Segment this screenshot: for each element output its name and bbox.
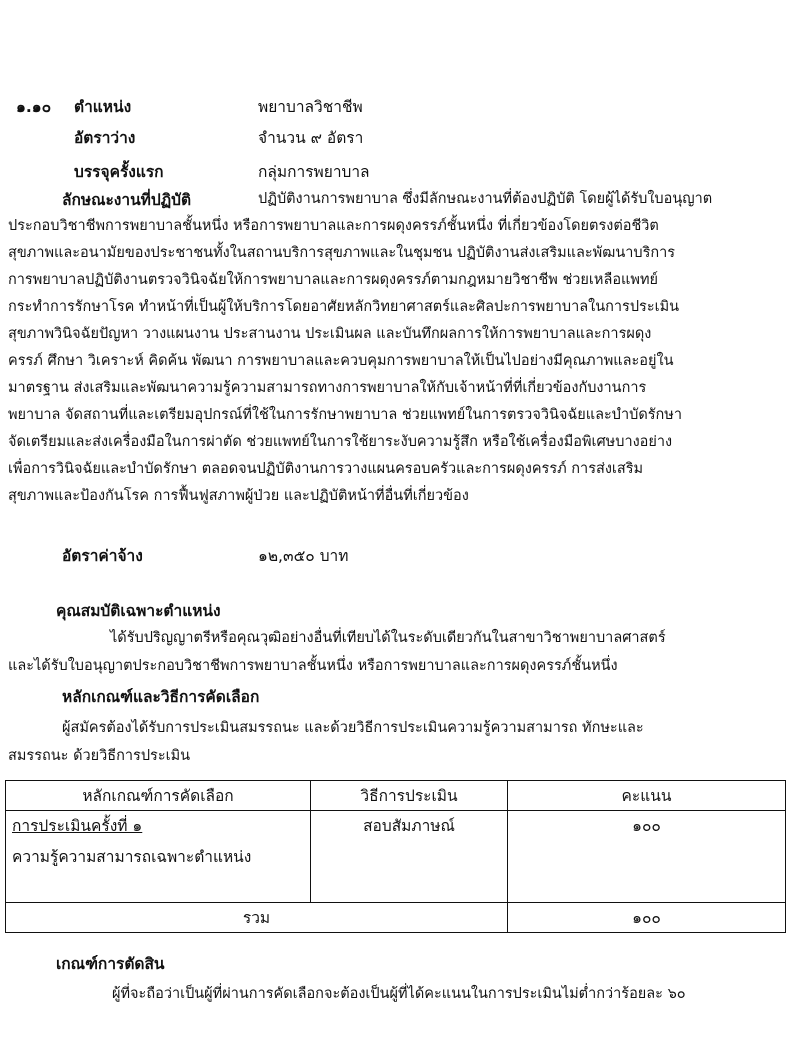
- selection-line-2: สมรรถนะ ด้วยวิธีการประเมิน: [8, 748, 191, 764]
- duties-line-3: สุขภาพและอนามัยของประชาชนทั้งในสถานบริการสุขภาพและในชุมชน ปฏิบัติงานส่งเสริมและพัฒนาบริการ: [8, 245, 676, 261]
- table-header-method: วิธีการประเมิน: [311, 781, 508, 811]
- decision-line: ผู้ที่จะถือว่าเป็นผู้ที่ผ่านการคัดเลือกจะต้องเป็นผู้ที่ได้คะแนนในการประเมินไม่ต่ำกว่าร้อยละ ๖๐: [112, 986, 686, 1002]
- table-header-row: [6, 781, 786, 811]
- table-header-score: คะแนน: [508, 781, 786, 811]
- duties-line-7: ครรภ์ ศึกษา วิเคราะห์ คิดค้น พัฒนา การพยาบาลและควบคุมการพยาบาลให้เป็นไปอย่างมีคุณภาพและอยู่ใน: [8, 353, 674, 369]
- vacancy-value: จำนวน ๙ อัตรา: [258, 129, 364, 147]
- group-value: กลุ่มการพยาบาล: [258, 163, 370, 181]
- duties-line-1: ปฏิบัติงานการพยาบาล ซึ่งมีลักษณะงานที่ต้องปฏิบัติ โดยผู้ได้รับใบอนุญาต: [258, 191, 713, 207]
- table-cell-method: สอบสัมภาษณ์: [311, 811, 508, 903]
- position-title-label: ตำแหน่ง: [74, 98, 132, 116]
- selection-heading: หลักเกณฑ์และวิธีการคัดเลือก: [62, 688, 260, 706]
- criteria-table: [5, 780, 786, 933]
- decision-heading: เกณฑ์การตัดสิน: [56, 955, 165, 973]
- duties-line-4: การพยาบาลปฏิบัติงานตรวจวินิจฉัยให้การพยาบาลและการผดุงครรภ์ตามกฎหมายวิชาชีพ ช่วยเหลือแพทย์: [8, 272, 658, 288]
- duties-line-10: จัดเตรียมและส่งเครื่องมือในการผ่าตัด ช่วยแพทย์ในการใช้ยาระงับความรู้สึก หรือใช้เครื่องมือพิเศษบางอย่าง: [8, 434, 673, 450]
- criteria-description: ความรู้ความสามารถเฉพาะตำแหน่ง: [12, 848, 252, 866]
- group-label: บรรจุครั้งแรก: [74, 163, 164, 181]
- duties-line-6: สุขภาพวินิจฉัยปัญหา วางแผนงาน ประสานงาน ประเมินผล และบันทึกผลการให้การพยาบาลและการผดุง: [8, 326, 652, 342]
- table-row: [6, 811, 786, 903]
- duties-line-5: กระทำการรักษาโรค ทำหน้าที่เป็นผู้ให้บริการโดยอาศัยหลักวิทยาศาสตร์และศิลปะการพยาบาลในการประเมิน: [8, 299, 680, 315]
- duties-line-11: เพื่อการวินิจฉัยและบำบัดรักษา ตลอดจนปฏิบัติงานการวางแผนครอบครัวและการผดุงครรภ์ การส่งเสริม: [8, 461, 644, 477]
- position-title-value: พยาบาลวิชาชีพ: [258, 98, 363, 116]
- duties-line-2: ประกอบวิชาชีพการพยาบาลชั้นหนึ่ง หรือการพยาบาลและการผดุงครรภ์ชั้นหนึ่ง ที่เกี่ยวข้องโดยตรงต่อชีวิต: [8, 218, 659, 234]
- qualifications-heading: คุณสมบัติเฉพาะตำแหน่ง: [56, 602, 221, 620]
- qualifications-line-1: ได้รับปริญญาตรีหรือคุณวุฒิอย่างอื่นที่เทียบได้ในระดับเดียวกันในสาขาวิชาพยาบาลศาสตร์: [110, 630, 666, 646]
- table-header-criteria: หลักเกณฑ์การคัดเลือก: [6, 781, 311, 811]
- criteria-title: การประเมินครั้งที่ ๑: [12, 817, 143, 835]
- duties-label: ลักษณะงานที่ปฏิบัติ: [62, 191, 192, 209]
- vacancy-label: อัตราว่าง: [74, 129, 136, 147]
- table-total-row: [6, 903, 786, 933]
- salary-value: ๑๒,๓๕๐ บาท: [258, 547, 349, 565]
- duties-line-12: สุขภาพและป้องกันโรค การฟื้นฟูสภาพผู้ป่วย และปฏิบัติหน้าที่อื่นที่เกี่ยวข้อง: [8, 488, 469, 504]
- duties-line-8: มาตรฐาน ส่งเสริมและพัฒนาความรู้ความสามารถทางการพยาบาลให้กับเจ้าหน้าที่ที่เกี่ยวข้องกับงานการ: [8, 380, 647, 396]
- table-cell-criteria: [6, 811, 311, 903]
- table-total-label: รวม: [6, 903, 508, 933]
- table-cell-score: ๑๐๐: [508, 811, 786, 903]
- selection-line-1: ผู้สมัครต้องได้รับการประเมินสมรรถนะ และด้วยวิธีการประเมินความรู้ความสามารถ ทักษะและ: [62, 720, 644, 736]
- duties-line-9: พยาบาล จัดสถานที่และเตรียมอุปกรณ์ที่ใช้ในการรักษาพยาบาล ช่วยแพทย์ในการตรวจวินิจฉัยและบำบัดรักษา: [8, 407, 683, 423]
- qualifications-line-2: และได้รับใบอนุญาตประกอบวิชาชีพการพยาบาลชั้นหนึ่ง หรือการพยาบาลและการผดุงครรภ์ชั้นหนึ่ง: [8, 658, 618, 674]
- position-number: ๑.๑๐: [16, 98, 52, 116]
- table-total-score: ๑๐๐: [508, 903, 786, 933]
- salary-label: อัตราค่าจ้าง: [62, 547, 143, 565]
